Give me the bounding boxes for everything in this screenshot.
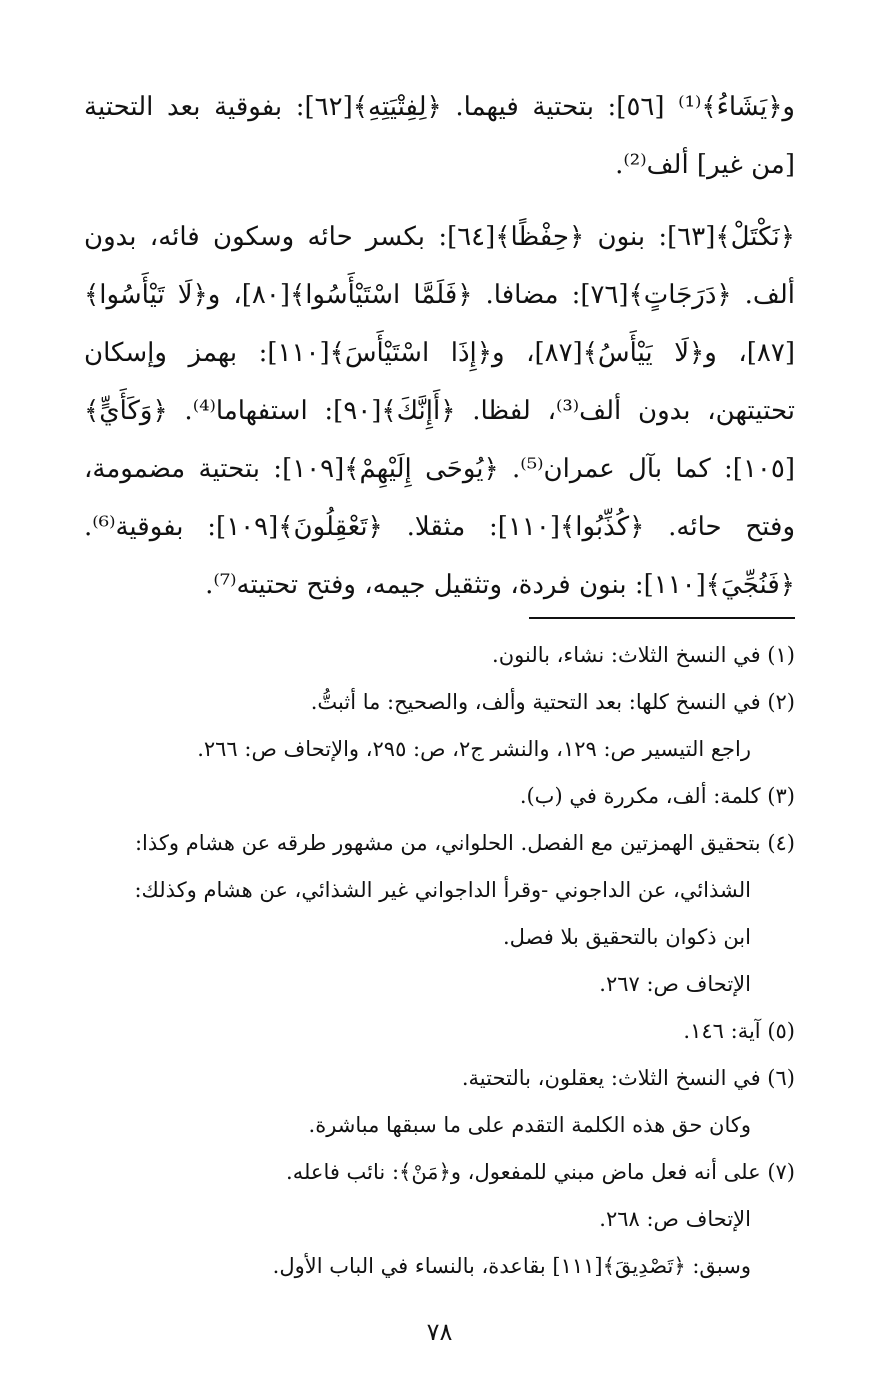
- main-paragraph: ﴿نَكْتَلْ﴾[٦٣]: بنون ﴿حِفْظًا﴾[٦٤]: بكسر حائه وسكون فائه، بدون ألف. ﴿دَرَجَاتٍ﴾[٧٦]: مضافا. ﴿فَلَمَّا اسْتَيْأَسُوا﴾[٨٠]، و﴿لَا تَيْأَسُوا﴾[٨٧]، و﴿لَا يَيْأَسُ﴾[٨٧]، و﴿إِذَا اسْتَيْأَسَ﴾[١١٠]: بهمز وإسكان تحتيتهن، بدون ألف⁽³⁾، لفظا. ﴿أَإِنَّكَ﴾[٩٠]: استفهاما⁽⁴⁾. ﴿وَكَأَيٍّ﴾[١٠٥]: كما بآل عمران⁽⁵⁾. ﴿يُوحَى إِلَيْهِمْ﴾[١٠٩]: بتحتية مضمومة، وفتح حائه. ﴿كُذِّبُوا﴾[١١٠]: مثقلا. ﴿تَعْقِلُونَ﴾[١٠٩]: بفوقية⁽⁶⁾. ﴿فَنُجِّيَ﴾[١١٠]: بنون فردة، وتثقيل جيمه، وفتح تحتيته⁽⁷⁾.: [84, 222, 796, 600]
- footnote-2: (٢) في النسخ كلها: بعد التحتية وألف، والصحيح: ما أثبتُّ.: [310, 690, 795, 714]
- footnote-4-reference: الإتحاف ص: ٢٦٧.: [599, 972, 751, 996]
- main-paragraph: و﴿يَشَاءُ﴾⁽¹⁾ [٥٦]: بتحتية فيهما. ﴿لِفِتْيَتِهِ﴾[٦٢]: بفوقية بعد التحتية [من غير] ألف⁽²⁾.: [84, 92, 795, 180]
- footnote-4: (٤) بتحقيق الهمزتين مع الفصل. الحلواني، من مشهور طرقه عن هشام وكذا:: [134, 831, 795, 855]
- footnote-4-continuation: ابن ذكوان بالتحقيق بلا فصل.: [502, 925, 751, 949]
- footnote-divider: [529, 617, 795, 619]
- footnotes: [78, 632, 795, 1290]
- footnote-7-continuation: وسبق: ﴿تَصْدِيقَ﴾[١١١] بقاعدة، بالنساء في الباب الأول.: [272, 1254, 751, 1278]
- footnote-6-continuation: وكان حق هذه الكلمة التقدم على ما سبقها مباشرة.: [308, 1113, 751, 1137]
- main-text: [84, 78, 795, 614]
- footnote-7-reference: الإتحاف ص: ٢٦٨.: [599, 1207, 751, 1231]
- footnote-1: (١) في النسخ الثلاث: نشاء، بالنون.: [492, 643, 795, 667]
- footnote-4-continuation: الشذائي، عن الداجوني -وقرأ الداجواني غير الشذائي، عن هشام وكذلك:: [134, 878, 751, 902]
- footnote-2-continuation: راجع التيسير ص: ١٢٩، والنشر ج٢، ص: ٢٩٥، والإتحاف ص: ٢٦٦.: [197, 737, 751, 761]
- footnote-5: (٥) آية: ١٤٦.: [683, 1019, 795, 1043]
- footnote-6: (٦) في النسخ الثلاث: يعقلون، بالتحتية.: [461, 1066, 795, 1090]
- footnote-7: (٧) على أنه فعل ماض مبني للمفعول، و﴿مَنْ﴾: نائب فاعله.: [286, 1160, 795, 1184]
- page-number: ٧٨: [426, 1318, 453, 1346]
- footnote-3: (٣) كلمة: ألف، مكررة في (ب).: [519, 784, 795, 808]
